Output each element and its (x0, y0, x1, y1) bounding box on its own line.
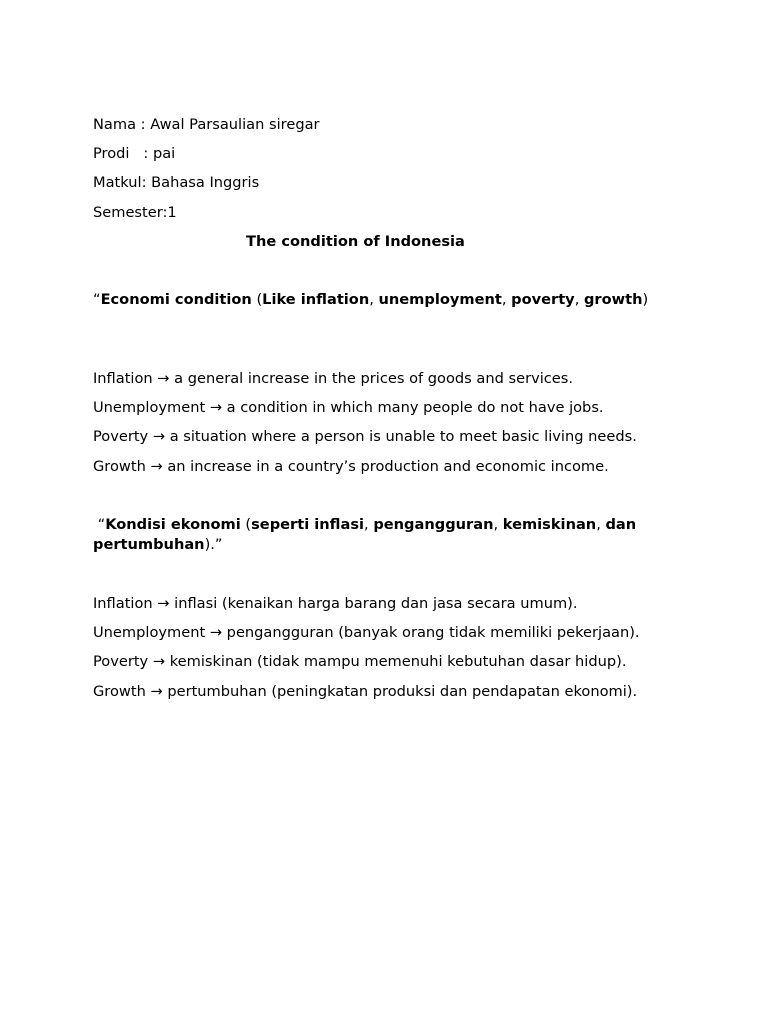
heading-paren: ) (642, 291, 649, 308)
heading-quote: “ (93, 516, 106, 533)
heading-bold-text: kemiskinan (502, 516, 597, 533)
heading-bold-text: growth (583, 291, 643, 308)
heading-comma: , (364, 516, 374, 533)
list-item: Poverty → a situation where a person is unable to meet basic living needs. (93, 428, 637, 445)
heading-paren: ).” (204, 536, 223, 553)
heading-quote: “ (93, 291, 101, 308)
list-item: Growth → an increase in a country’s production and economic income. (93, 458, 609, 475)
heading-paren: ( (240, 516, 252, 533)
document-title: The condition of Indonesia (246, 233, 465, 250)
heading-bold-text: dan pertumbuhan (93, 516, 637, 553)
heading-comma: , (369, 291, 379, 308)
list-item: Inflation → inflasi (kenaikan harga barang dan jasa secara umum). (93, 595, 578, 612)
study-program: Prodi : pai (93, 145, 176, 162)
list-item: Growth → pertumbuhan (peningkatan produksi dan pendapatan ekonomi). (93, 683, 638, 700)
heading-bold-text: pengangguran (373, 516, 494, 533)
list-item: Unemployment → pengangguran (banyak orang tidak memiliki pekerjaan). (93, 624, 640, 641)
section-id-heading (93, 515, 683, 555)
student-name: Nama : Awal Parsaulian siregar (93, 116, 320, 133)
semester: Semester:1 (93, 204, 177, 221)
heading-bold-text: Economi condition (100, 291, 252, 308)
heading-bold-text: seperti inflasi (251, 516, 365, 533)
heading-comma: , (596, 516, 606, 533)
heading-bold-text: unemployment (378, 291, 502, 308)
heading-comma: , (501, 291, 512, 308)
list-item: Inflation → a general increase in the prices of goods and services. (93, 370, 574, 387)
heading-bold-text: Kondisi ekonomi (105, 516, 241, 533)
heading-comma: , (574, 291, 584, 308)
course-name: Matkul: Bahasa Inggris (93, 174, 260, 191)
heading-comma: , (493, 516, 503, 533)
heading-paren: ( (251, 291, 263, 308)
heading-bold-text: poverty (511, 291, 575, 308)
section-en-heading (93, 290, 683, 310)
list-item: Unemployment → a condition in which many people do not have jobs. (93, 399, 604, 416)
heading-bold-text: Like inflation (262, 291, 370, 308)
list-item: Poverty → kemiskinan (tidak mampu memenuhi kebutuhan dasar hidup). (93, 653, 627, 670)
